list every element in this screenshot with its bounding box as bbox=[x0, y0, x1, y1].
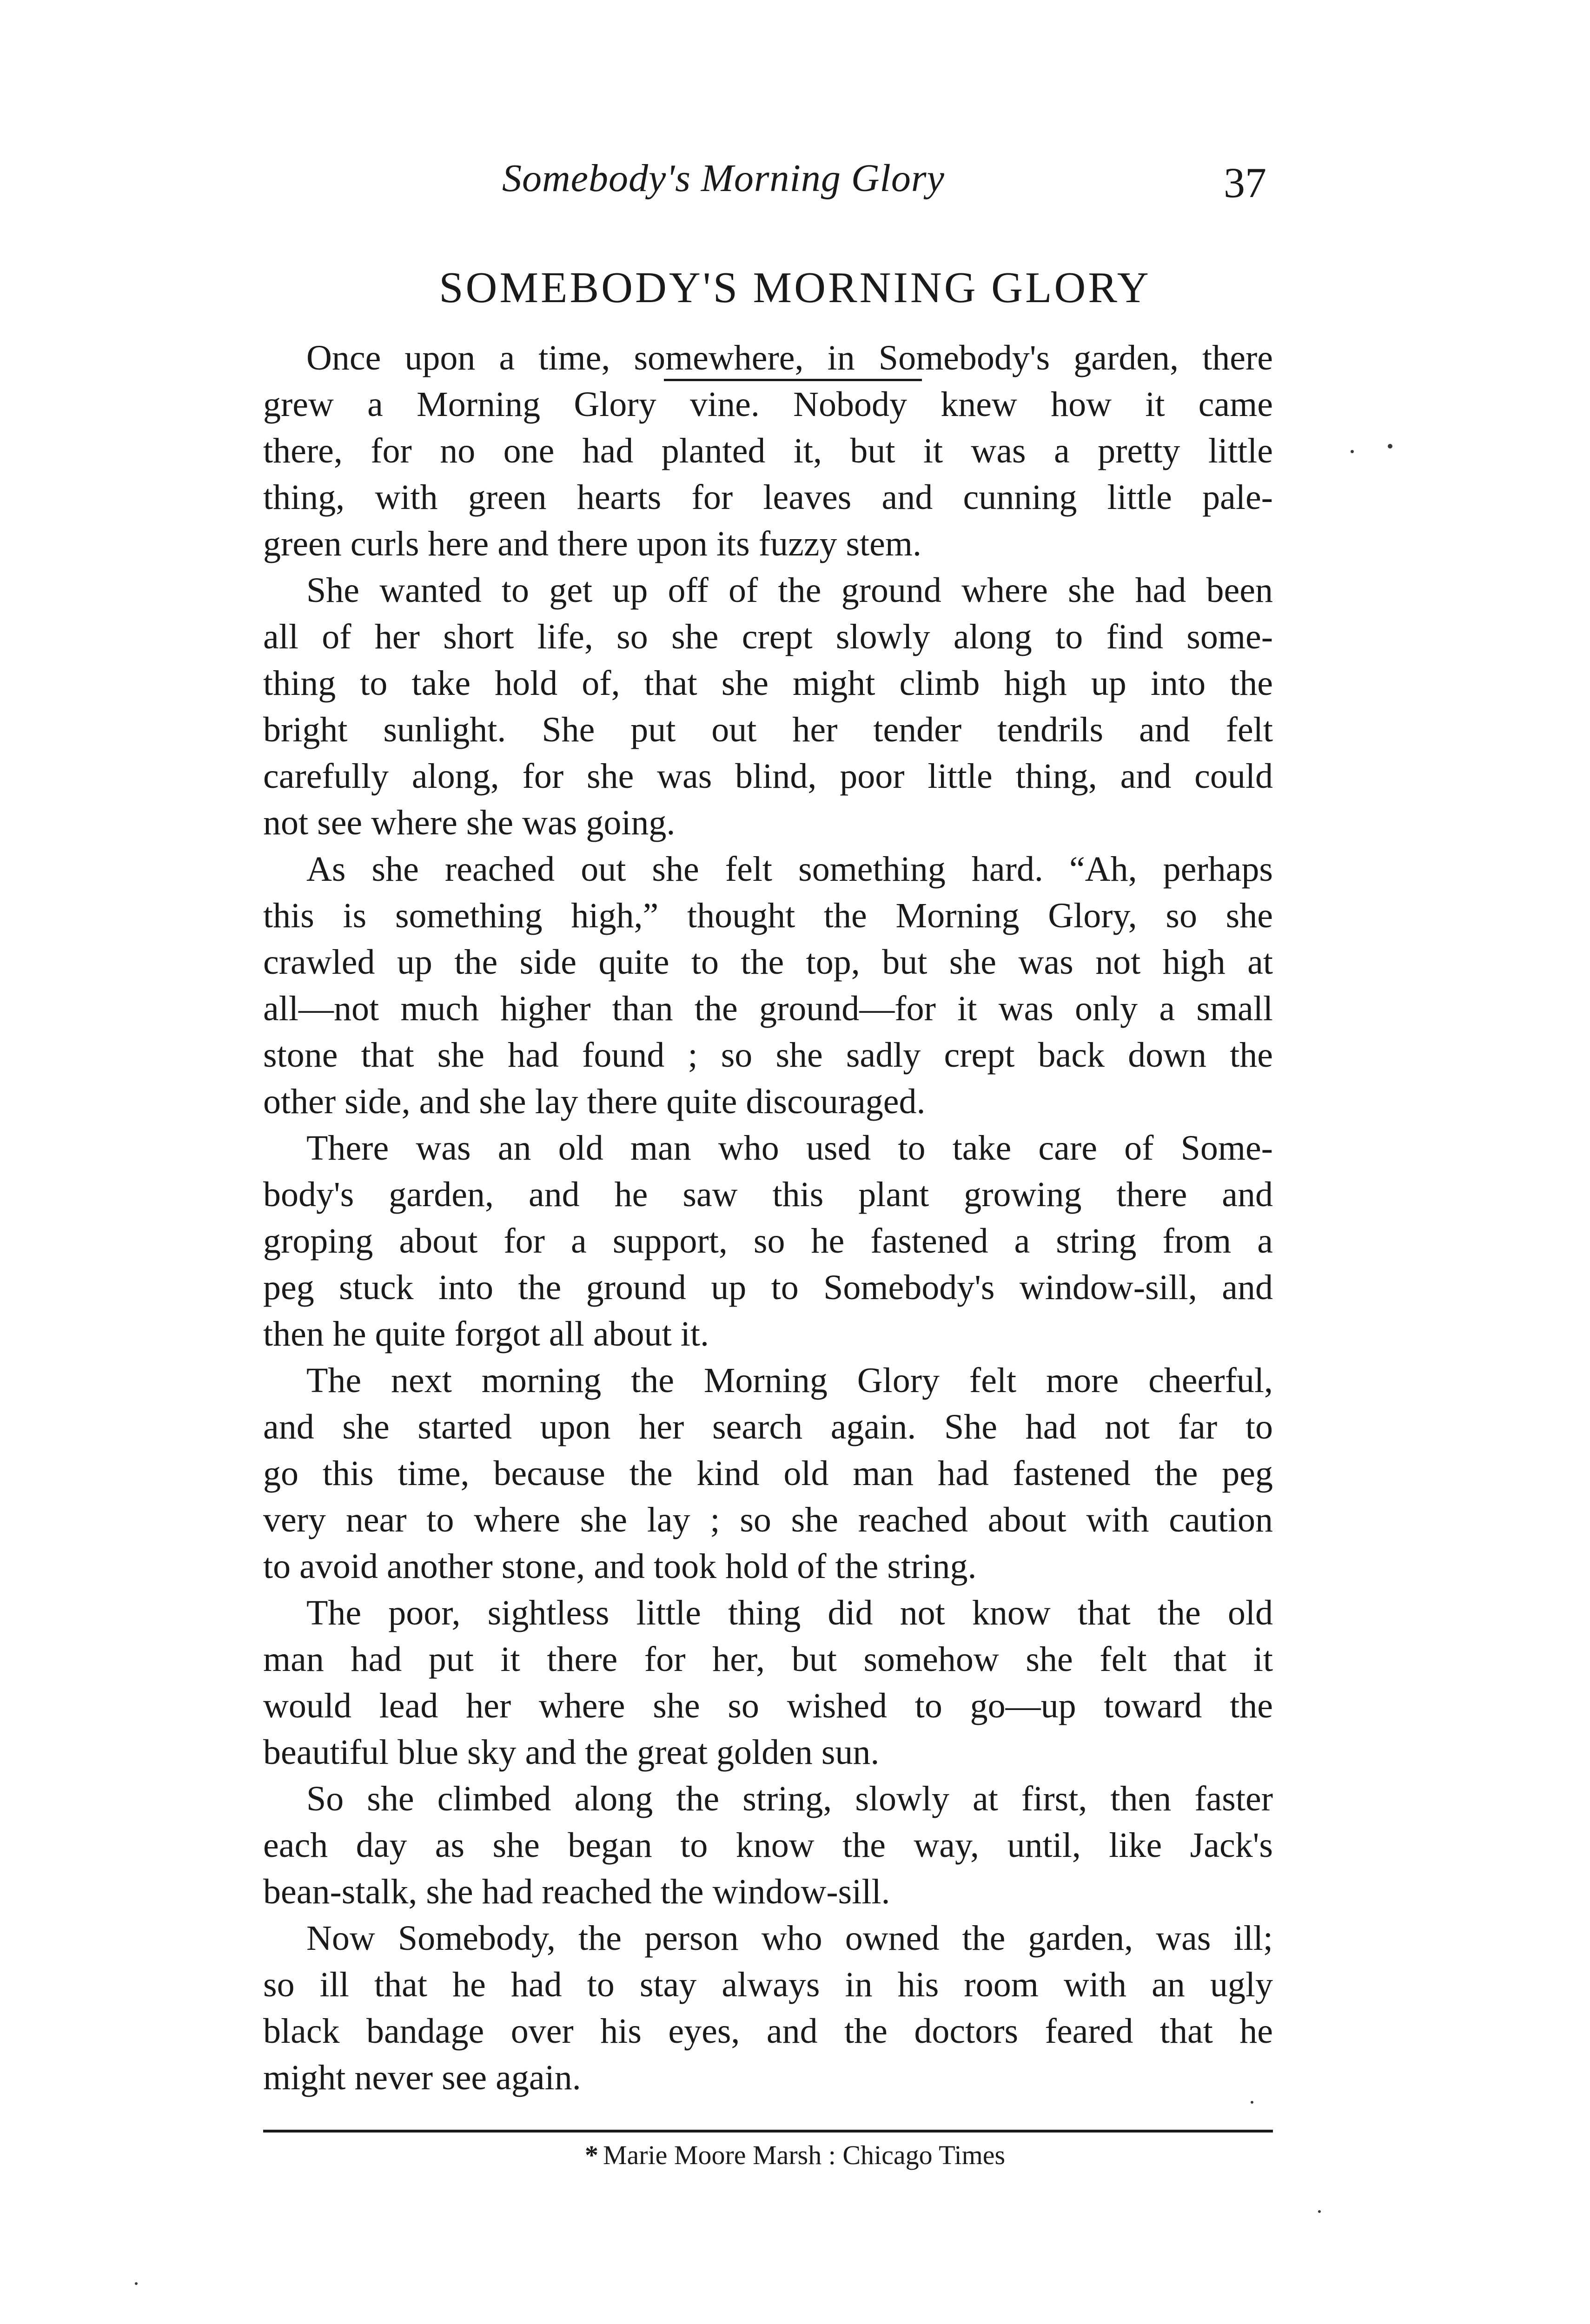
text-line: thing to take hold of, that she might climb high up into the bbox=[263, 664, 1273, 703]
running-title: Somebody's Morning Glory bbox=[502, 157, 945, 200]
text-line: there, for no one had planted it, but it was a pretty little bbox=[263, 431, 1273, 470]
text-line: Now Somebody, the person who owned the garden, was ill; bbox=[306, 1919, 1273, 1958]
text-line: The poor, sightless little thing did not know that the old bbox=[306, 1593, 1273, 1632]
text-line: carefully along, for she was blind, poor little thing, and could bbox=[263, 757, 1273, 796]
text-line: body's garden, and he saw this plant growing there and bbox=[263, 1175, 1273, 1214]
text-line: green curls here and there upon its fuzzy stem. bbox=[263, 524, 922, 563]
text-line: Once upon a time, somewhere, in Somebody's garden, there bbox=[306, 338, 1273, 377]
text-line: black bandage over his eyes, and the doctors feared that he bbox=[263, 2012, 1273, 2051]
text-line: not see where she was going. bbox=[263, 803, 676, 842]
page-number: 37 bbox=[1224, 159, 1266, 206]
print-speck bbox=[1388, 444, 1392, 449]
print-speck bbox=[1318, 2210, 1321, 2213]
text-line: crawled up the side quite to the top, but she was not high at bbox=[263, 943, 1273, 982]
footnote-marker: * bbox=[584, 2140, 598, 2170]
text-line: go this time, because the kind old man had fastened the peg bbox=[263, 1454, 1273, 1493]
text-line: man had put it there for her, but somehow she felt that it bbox=[263, 1640, 1273, 1679]
print-speck bbox=[1251, 2101, 1253, 2104]
text-line: beautiful blue sky and the great golden sun. bbox=[263, 1733, 880, 1772]
story-title: SOMEBODY'S MORNING GLORY bbox=[439, 264, 1151, 312]
text-line: other side, and she lay there quite discouraged. bbox=[263, 1082, 926, 1121]
text-line: There was an old man who used to take care of Some- bbox=[306, 1129, 1273, 1168]
footnote-text: Marie Moore Marsh : Chicago Times bbox=[603, 2140, 1006, 2170]
text-line: to avoid another stone, and took hold of the string. bbox=[263, 1547, 977, 1586]
text-line: As she reached out she felt something hard. “Ah, perhaps bbox=[306, 850, 1273, 889]
text-line: bean-stalk, she had reached the window-sill. bbox=[263, 1872, 890, 1911]
text-line: bright sunlight. She put out her tender tendrils and felt bbox=[263, 710, 1273, 749]
footnote-rule bbox=[263, 2130, 1273, 2133]
text-line: She wanted to get up off of the ground where she had been bbox=[306, 571, 1273, 610]
text-line: and she started upon her search again. She had not far to bbox=[263, 1407, 1273, 1446]
text-line: this is something high,” thought the Morning Glory, so she bbox=[263, 896, 1273, 935]
text-line: So she climbed along the string, slowly at first, then faster bbox=[306, 1779, 1273, 1818]
footnote bbox=[0, 2139, 1590, 2171]
text-line: groping about for a support, so he fastened a string from a bbox=[263, 1221, 1273, 1261]
text-line: very near to where she lay ; so she reached about with caution bbox=[263, 1500, 1273, 1539]
text-line: peg stuck into the ground up to Somebody's window-sill, and bbox=[263, 1268, 1273, 1307]
print-speck bbox=[135, 2282, 138, 2285]
text-line: grew a Morning Glory vine. Nobody knew how it came bbox=[263, 385, 1273, 424]
text-line: would lead her where she so wished to go—up toward the bbox=[263, 1686, 1273, 1725]
text-line: all—not much higher than the ground—for it was only a small bbox=[263, 989, 1273, 1028]
text-line: thing, with green hearts for leaves and cunning little pale- bbox=[263, 478, 1273, 517]
text-line: The next morning the Morning Glory felt more cheerful, bbox=[306, 1361, 1273, 1400]
text-line: all of her short life, so she crept slowly along to find some- bbox=[263, 617, 1273, 656]
print-speck bbox=[1351, 450, 1354, 453]
text-line: so ill that he had to stay always in his room with an ugly bbox=[263, 1965, 1273, 2004]
text-line: then he quite forgot all about it. bbox=[263, 1314, 709, 1353]
text-line: might never see again. bbox=[263, 2058, 581, 2097]
text-line: stone that she had found ; so she sadly crept back down the bbox=[263, 1036, 1273, 1075]
text-line: each day as she began to know the way, until, like Jack's bbox=[263, 1826, 1273, 1865]
